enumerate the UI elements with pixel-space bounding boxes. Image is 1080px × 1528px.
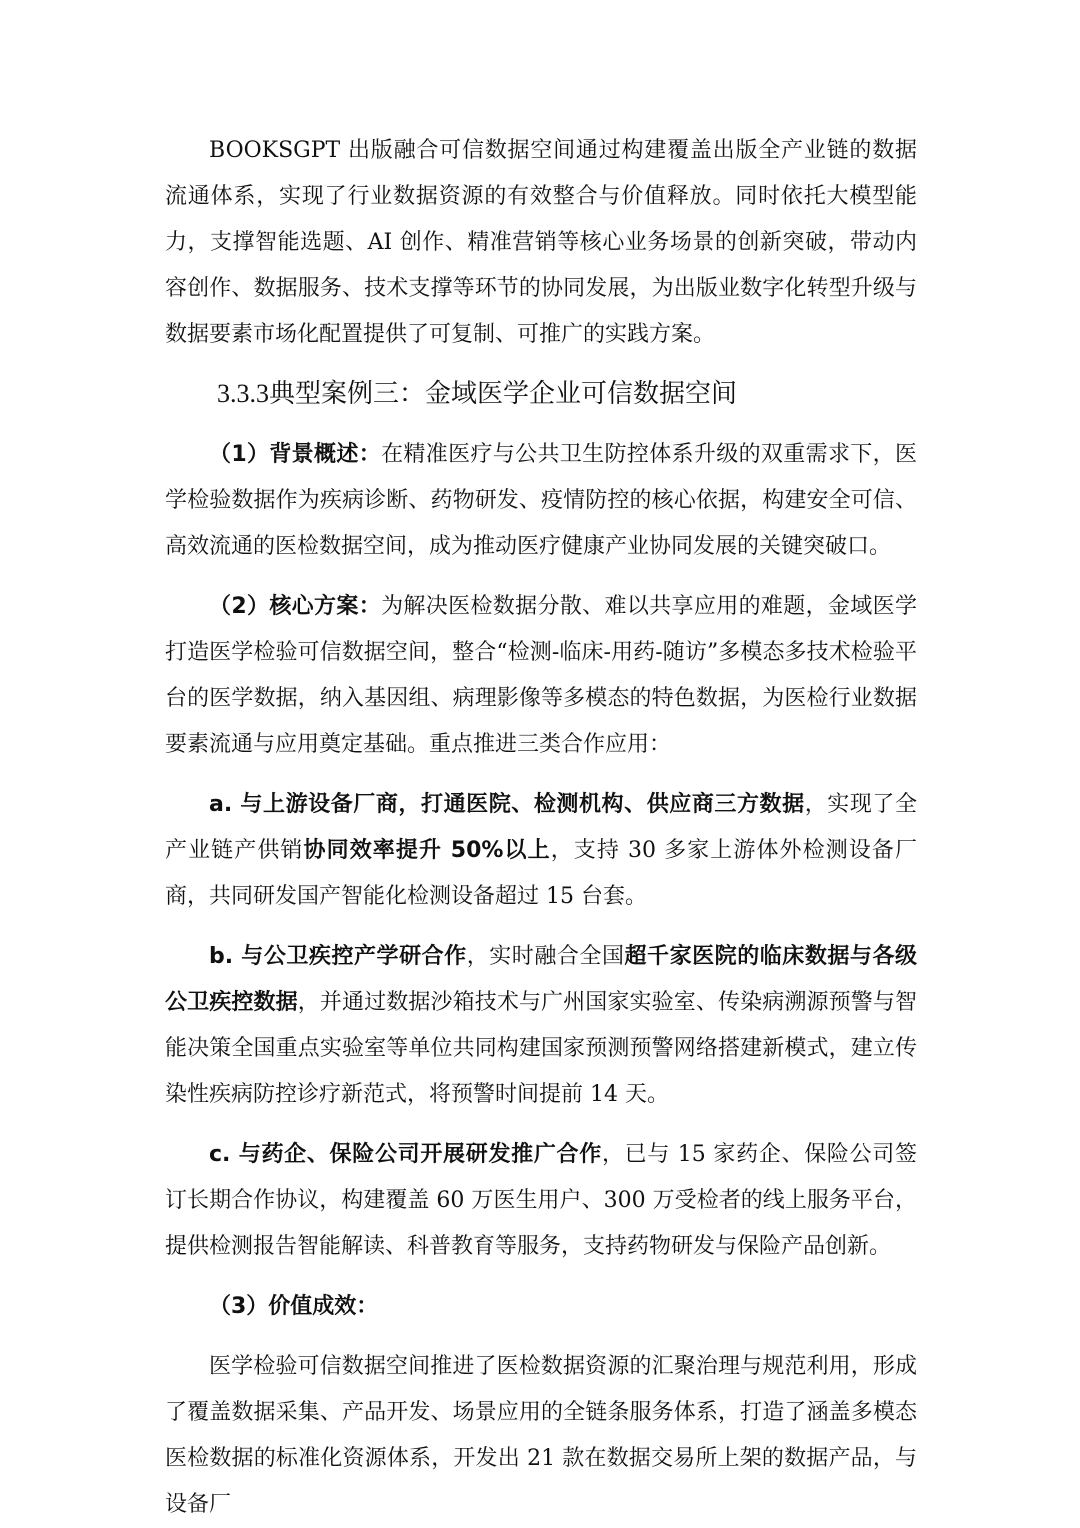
- value-results-paragraph: 医学检验可信数据空间推进了医检数据资源的汇聚治理与规范利用，形成了覆盖数据采集、产品开发、场景应用的全链条服务体系，打造了涵盖多模态医检数据的标准化资源体系，开发出 21 款在数据交易所上架的数据产品，与设备厂: [165, 1354, 917, 1517]
- section-heading: [165, 374, 917, 414]
- item-a-bold-2: 协同效率提升 50%以上: [303, 838, 551, 863]
- item-c-bold-1: c. 与药企、保险公司开展研发推广合作: [209, 1142, 602, 1167]
- item-a-text-1: ，实现了全产业链产供销: [165, 792, 917, 863]
- item-b-paragraph: [165, 934, 917, 1118]
- item-b-bold-2: 超千家医院的临床数据与各级公卫疾控数据: [165, 944, 917, 1015]
- item-b-bold-1: b. 与公卫疾控产学研合作: [209, 944, 467, 969]
- value-results-label-paragraph: [165, 1284, 917, 1330]
- core-solution-text: 为解决医检数据分散、难以共享应用的难题，金域医学打造医学检验可信数据空间，整合“检测-临床-用药-随访”多模态多技术检验平台的医学数据，纳入基因组、病理影像等多模态的特色数据，为医检行业数据要素流通与应用奠定基础。重点推进三类合作应用：: [165, 594, 917, 757]
- value-results-label: （3）价值成效：: [209, 1294, 379, 1319]
- item-c-text-1: ，已与 15 家药企、保险公司签订长期合作协议，构建覆盖 60 万医生用户、300 万受检者的线上服务平台，提供检测报告智能解读、科普教育等服务，支持药物研发与保险产品创新。: [165, 1142, 917, 1259]
- intro-paragraph: BOOKSGPT 出版融合可信数据空间通过构建覆盖出版全产业链的数据流通体系，实现了行业数据资源的有效整合与价值释放。同时依托大模型能力，支撑智能选题、AI 创作、精准营销等核心业务场景的创新突破，带动内容创作、数据服务、技术支撑等环节的协同发展，为出版业数字化转型升级与数据要素市场化配置提供了可复制、可推广的实践方案。: [165, 138, 917, 347]
- section-title: 典型案例三：金域医学企业可信数据空间: [269, 379, 738, 409]
- section-number: 3.3.3: [217, 379, 269, 408]
- item-b-text-2: ，并通过数据沙箱技术与广州国家实验室、传染病溯源预警与智能决策全国重点实验室等单位共同构建国家预测预警网络搭建新模式，建立传染性疾病防控诊疗新范式，将预警时间提前 14 天。: [165, 990, 917, 1107]
- document-body: [165, 128, 917, 1528]
- background-label: （1）背景概述：: [209, 442, 382, 467]
- item-b-text-1: ，实时融合全国: [466, 944, 625, 969]
- item-c-paragraph: [165, 1132, 917, 1270]
- item-a-paragraph: [165, 782, 917, 920]
- core-solution-label: （2）核心方案：: [209, 594, 382, 619]
- item-a-text-2: ，支持 30 多家上游体外检测设备厂商，共同研发国产智能化检测设备超过 15 台套。: [165, 838, 917, 909]
- item-a-bold-1: a. 与上游设备厂商，打通医院、检测机构、供应商三方数据: [209, 792, 805, 817]
- background-text: 在精准医疗与公共卫生防控体系升级的双重需求下，医学检验数据作为疾病诊断、药物研发、疫情防控的核心依据，构建安全可信、高效流通的医检数据空间，成为推动医疗健康产业协同发展的关键突破口。: [165, 442, 917, 559]
- background-paragraph: [165, 432, 917, 570]
- core-solution-paragraph: [165, 584, 917, 768]
